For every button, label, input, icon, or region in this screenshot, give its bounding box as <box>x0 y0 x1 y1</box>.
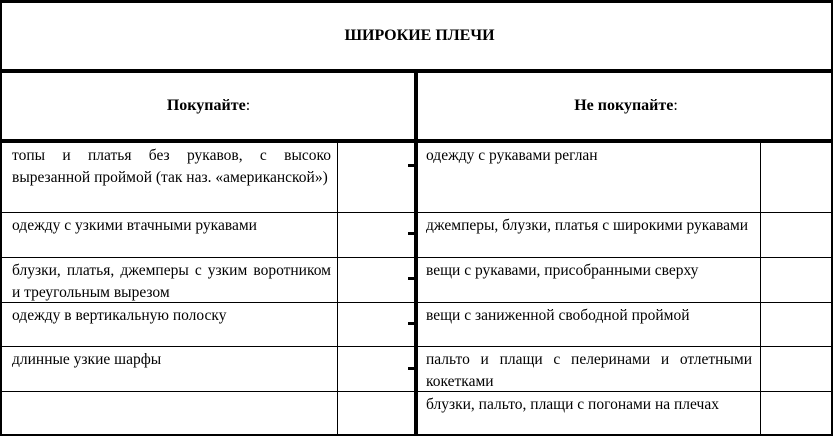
header-buy-colon: : <box>245 97 251 114</box>
dont-buy-empty-cell <box>760 213 831 257</box>
dont-buy-cell: одежду с рукавами реглан <box>426 147 598 164</box>
buy-cell: блузки, платья, джемперы с узким воротником и треугольным вырезом <box>12 262 331 301</box>
divider-tick <box>408 367 414 370</box>
table-title: ШИРОКИЕ ПЛЕЧИ <box>344 27 495 44</box>
buy-empty-cell <box>337 347 414 391</box>
dont-buy-cell: джемперы, блузки, платья с широкими рукавами <box>426 217 749 234</box>
dont-buy-cell: пальто и плащи с пелеринами и отлетными кокетками <box>426 351 752 390</box>
body-column-divider <box>414 143 418 436</box>
left-border <box>0 143 2 436</box>
dont-buy-cell: вещи с заниженной свободной проймой <box>426 307 690 324</box>
header-buy-label: Покупайте <box>166 97 246 114</box>
buy-empty-cell <box>337 213 414 257</box>
buy-cell: длинные узкие шарфы <box>12 351 162 368</box>
dont-buy-empty-cell <box>760 392 831 434</box>
buy-cell: топы и платья без рукавов, с высоко вырезанной проймой (так наз. «американской») <box>12 147 331 186</box>
dont-buy-empty-cell <box>760 303 831 346</box>
dont-buy-empty-cell <box>760 258 831 302</box>
divider-tick <box>408 232 414 235</box>
header-buy <box>2 73 415 139</box>
divider-tick <box>408 277 414 280</box>
dont-buy-empty-cell <box>760 143 831 212</box>
dont-buy-cell: блузки, пальто, плащи с погонами на плечах <box>426 396 719 413</box>
buy-empty-cell <box>337 303 414 346</box>
divider-tick <box>408 322 414 325</box>
buy-empty-cell <box>337 392 414 434</box>
header-dont-buy <box>421 73 831 139</box>
header-dont-buy-label: Не покупайте <box>574 97 674 114</box>
dont-buy-cell: вещи с рукавами, присобранными сверху <box>426 262 699 279</box>
buy-cell: одежду с узкими втачными рукавами <box>12 217 257 234</box>
header-dont-buy-colon: : <box>673 97 678 114</box>
buy-cell <box>2 392 337 434</box>
buy-empty-cell <box>337 258 414 302</box>
buy-cell: одежду в вертикальную полоску <box>12 307 227 324</box>
dont-buy-empty-cell <box>760 347 831 391</box>
buy-empty-cell <box>337 143 414 212</box>
header-column-divider <box>414 73 418 139</box>
divider-tick <box>408 164 414 167</box>
title-row <box>0 0 833 73</box>
